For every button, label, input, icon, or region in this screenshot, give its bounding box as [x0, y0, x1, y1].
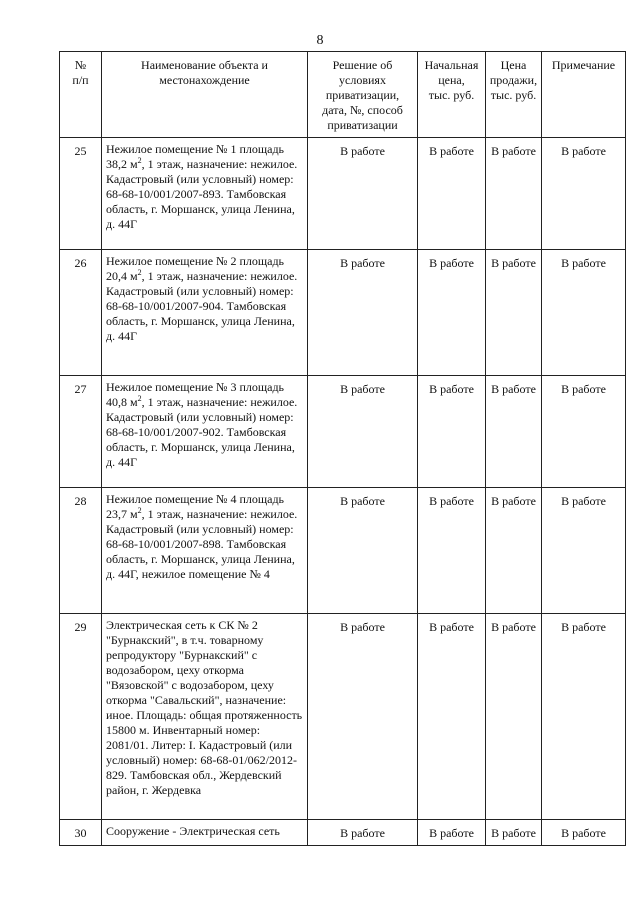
sale-price-cell: В работе — [486, 820, 542, 846]
row-number: 29 — [60, 614, 102, 820]
table-row — [60, 820, 626, 846]
object-name-text-rest: , 1 этаж, назначение: нежилое. Кадастровый (или условный) номер: 68-68-10/001/2007-898. Тамбовская область, г. Моршанск, улица Ленина, д. 44Г, нежилое помещение № 4 — [106, 507, 298, 581]
object-name-cell — [102, 820, 308, 846]
table-row — [60, 614, 626, 820]
header-name: Наименование объекта и местонахождение — [102, 52, 308, 138]
note-cell: В работе — [542, 614, 626, 820]
header-num: № п/п — [60, 52, 102, 138]
object-name-text-rest: , 1 этаж, назначение: нежилое. Кадастровый (или условный) номер: 68-68-10/001/2007-893. Тамбовская область, г. Моршанск, улица Ленина, д. 44Г — [106, 157, 298, 231]
decision-cell: В работе — [308, 488, 418, 614]
header-sale-price: Цена продажи, тыс. руб. — [486, 52, 542, 138]
object-name-cell — [102, 488, 308, 614]
table-row — [60, 488, 626, 614]
sale-price-cell: В работе — [486, 250, 542, 376]
start-price-cell: В работе — [418, 250, 486, 376]
sale-price-cell: В работе — [486, 614, 542, 820]
header-note: Примечание — [542, 52, 626, 138]
note-cell: В работе — [542, 376, 626, 488]
sale-price-cell: В работе — [486, 138, 542, 250]
object-name-text: Нежилое помещение № 2 площадь 20,4 м — [106, 254, 285, 283]
row-number: 26 — [60, 250, 102, 376]
table-row — [60, 376, 626, 488]
sale-price-cell: В работе — [486, 488, 542, 614]
decision-cell: В работе — [308, 614, 418, 820]
object-name-cell — [102, 250, 308, 376]
object-name-cell — [102, 376, 308, 488]
object-name-cell — [102, 614, 308, 820]
start-price-cell: В работе — [418, 138, 486, 250]
page-number: 8 — [316, 33, 324, 48]
start-price-cell: В работе — [418, 376, 486, 488]
start-price-cell: В работе — [418, 820, 486, 846]
object-name-text-rest: , 1 этаж, назначение: нежилое. Кадастровый (или условный) номер: 68-68-10/001/2007-902. Тамбовская область, г. Моршанск, улица Ленина, д. 44Г — [106, 395, 298, 469]
object-name-cell — [102, 138, 308, 250]
object-name-text: Нежилое помещение № 4 площадь 23,7 м — [106, 492, 285, 521]
decision-cell: В работе — [308, 376, 418, 488]
note-cell: В работе — [542, 250, 626, 376]
note-cell: В работе — [542, 138, 626, 250]
row-number: 30 — [60, 820, 102, 846]
privatization-table — [59, 51, 626, 846]
start-price-cell: В работе — [418, 614, 486, 820]
header-decision: Решение об условиях приватизации, дата, №, способ приватизации — [308, 52, 418, 138]
area-unit-superscript: 2 — [137, 156, 142, 165]
object-name-text: Электрическая сеть к СК № 2 "Бурнакский", в т.ч. товарному репродуктору "Бурнакский" с водозабором, цеху откорма "Вязовской" с водозабором, цеху откорма "Савальский", назначение: иное. Площадь: общая протяженность 15800 м. Инвентарный номер: 2081/01. Литер: I. Кадастровый (или условный) номер: 68-68-01/062/2012-829. Тамбовская обл., Жердевский район, г. Жердевка — [106, 618, 303, 797]
decision-cell: В работе — [308, 138, 418, 250]
object-name-text-rest: , 1 этаж, назначение: нежилое. Кадастровый (или условный) номер: 68-68-10/001/2007-904. Тамбовская область, г. Моршанск, улица Ленина, д. 44Г — [106, 269, 298, 343]
object-name-text: Нежилое помещение № 1 площадь 38,2 м — [106, 142, 285, 171]
row-number: 27 — [60, 376, 102, 488]
table-row — [60, 138, 626, 250]
note-cell: В работе — [542, 488, 626, 614]
note-cell: В работе — [542, 820, 626, 846]
table-header-row — [60, 52, 626, 138]
object-name-text: Нежилое помещение № 3 площадь 40,8 м — [106, 380, 285, 409]
area-unit-superscript: 2 — [137, 506, 142, 515]
sale-price-cell: В работе — [486, 376, 542, 488]
area-unit-superscript: 2 — [137, 268, 142, 277]
row-number: 25 — [60, 138, 102, 250]
object-name-text: Сооружение - Электрическая сеть — [106, 824, 280, 838]
row-number: 28 — [60, 488, 102, 614]
decision-cell: В работе — [308, 250, 418, 376]
header-start-price: Начальная цена, тыс. руб. — [418, 52, 486, 138]
decision-cell: В работе — [308, 820, 418, 846]
table-row — [60, 250, 626, 376]
start-price-cell: В работе — [418, 488, 486, 614]
area-unit-superscript: 2 — [137, 394, 142, 403]
